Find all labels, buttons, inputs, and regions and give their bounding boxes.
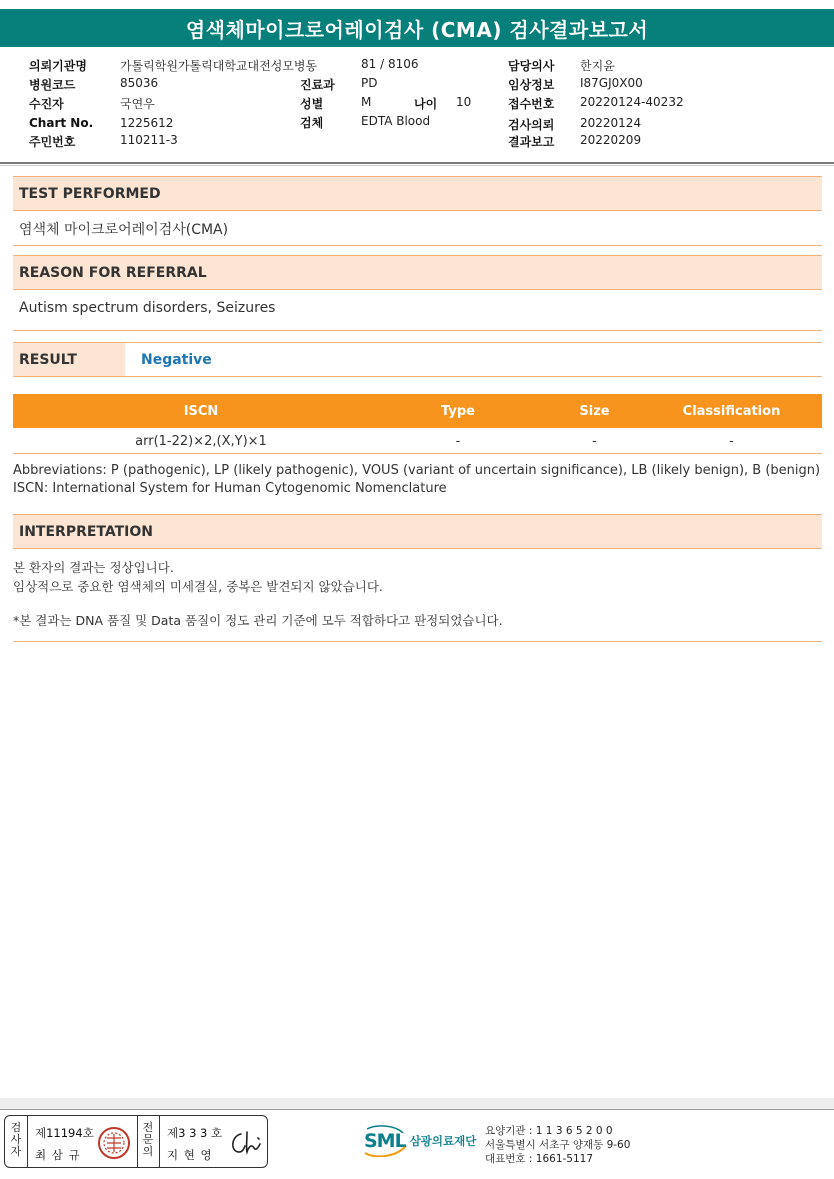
- hospital-code-value: 85036: [120, 76, 159, 90]
- sex-label: 성별: [300, 97, 324, 111]
- dept-value: PD: [361, 76, 378, 90]
- chart-no-value: 1225612: [120, 116, 174, 130]
- sml-logo: [364, 1123, 476, 1159]
- patient-value: 국연우: [120, 97, 155, 111]
- interpretation-note: *본 결과는 DNA 품질 및 Data 품질이 정도 관리 기준에 모두 적합하다고 판정되었습니다.: [13, 613, 503, 628]
- ward-value: 81 / 8106: [361, 57, 419, 71]
- dept-label: 진료과: [300, 78, 335, 92]
- care-number: 요양기관 : 1 1 3 6 5 2 0 0: [485, 1125, 613, 1137]
- col-size: Size: [579, 403, 610, 419]
- test-performed-text: 염색체 마이크로어레이검사(CMA): [19, 222, 229, 238]
- examiner-seal-icon: [97, 1126, 131, 1160]
- cell-iscn: arr(1-22)×2,(X,Y)×1: [135, 433, 267, 449]
- age-label: 나이: [414, 97, 438, 111]
- hospital-code-label: 병원코드: [29, 78, 76, 92]
- examiner-label: 검 사 자: [10, 1121, 22, 1158]
- divider: [13, 330, 822, 331]
- chart-no-label: Chart No.: [29, 116, 94, 130]
- request-value: 20220124: [580, 116, 642, 130]
- iscn-definition: ISCN: International System for Human Cytogenomic Nomenclature: [13, 481, 447, 496]
- age-value: 10: [456, 95, 472, 109]
- resident-no-label: 주민번호: [29, 135, 76, 149]
- test-performed-heading: TEST PERFORMED: [13, 176, 822, 211]
- specimen-value: EDTA Blood: [361, 114, 431, 128]
- examiner-name: 최 삼 규: [35, 1148, 81, 1162]
- interpretation-heading: INTERPRETATION: [13, 514, 822, 549]
- divider: [137, 1116, 138, 1167]
- divider: [13, 245, 822, 246]
- institution-label: 의뢰기관명: [29, 59, 87, 73]
- reason-heading: REASON FOR REFERRAL: [13, 255, 822, 290]
- abbreviations: [13, 462, 820, 498]
- divider: [27, 1116, 28, 1167]
- logo-mark: SML: [364, 1130, 406, 1152]
- examiner-license: 제11194호: [35, 1126, 94, 1140]
- result-row: [13, 342, 822, 377]
- report-date-value: 20220209: [580, 133, 642, 147]
- interpretation-line-1: 본 환자의 결과는 정상입니다.: [13, 560, 174, 575]
- interpretation-line-2: 임상적으로 중요한 염색체의 미세결실, 중복은 발견되지 않았습니다.: [13, 579, 383, 594]
- doctor-value: 한지윤: [580, 59, 615, 73]
- specimen-label: 검체: [300, 116, 324, 130]
- reason-text: Autism spectrum disorders, Seizures: [19, 300, 276, 316]
- col-classification: Classification: [682, 403, 781, 419]
- divider: [13, 641, 822, 642]
- result-label: RESULT: [13, 343, 125, 376]
- patient-label: 수진자: [29, 97, 64, 111]
- result-value: Negative: [141, 351, 212, 368]
- request-label: 검사의뢰: [508, 118, 555, 132]
- header-divider: [0, 162, 834, 164]
- receipt-label: 접수번호: [508, 97, 555, 111]
- header-divider-thin: [0, 165, 834, 166]
- col-iscn: ISCN: [183, 403, 219, 419]
- address: 서울특별시 서초구 양재동 9-60: [485, 1139, 631, 1151]
- signature-box: [4, 1115, 268, 1168]
- patient-info-block: [0, 55, 834, 155]
- report-date-label: 결과보고: [508, 135, 555, 149]
- table-row: [13, 429, 822, 454]
- logo-swoosh-icon: [361, 1125, 407, 1157]
- sex-value: M: [361, 95, 372, 109]
- col-type: Type: [441, 403, 475, 419]
- institution-value: 가톨릭학원가톨릭대학교대전성모병동: [120, 59, 318, 73]
- report-title: 염색체마이크로어레이검사 (CMA) 검사결과보고서: [0, 9, 834, 47]
- specialist-license: 제3 3 3 호: [167, 1126, 223, 1140]
- resident-no-value: 110211-3: [120, 133, 178, 147]
- specialist-label: 전 문 의: [142, 1121, 154, 1158]
- signature-icon: [227, 1126, 265, 1160]
- receipt-value: 20220124-40232: [580, 95, 684, 109]
- doctor-label: 담당의사: [508, 59, 555, 73]
- org-address-block: [485, 1124, 630, 1166]
- footer-band: [0, 1098, 834, 1110]
- cell-classification: -: [729, 433, 734, 449]
- cell-size: -: [592, 433, 597, 449]
- org-name: 삼광의료재단: [409, 1134, 477, 1148]
- phone: 대표번호 : 1661-5117: [485, 1153, 594, 1165]
- table-header: [13, 394, 822, 428]
- divider: [159, 1116, 160, 1167]
- abbreviations-line: Abbreviations: P (pathogenic), LP (likely pathogenic), VOUS (variant of uncertain significance), LB (likely benign), B (benign): [13, 463, 821, 478]
- clinical-label: 임상정보: [508, 78, 555, 92]
- clinical-value: I87GJ0X00: [580, 76, 643, 90]
- specialist-name: 지 현 영: [167, 1148, 213, 1162]
- cell-type: -: [455, 433, 461, 449]
